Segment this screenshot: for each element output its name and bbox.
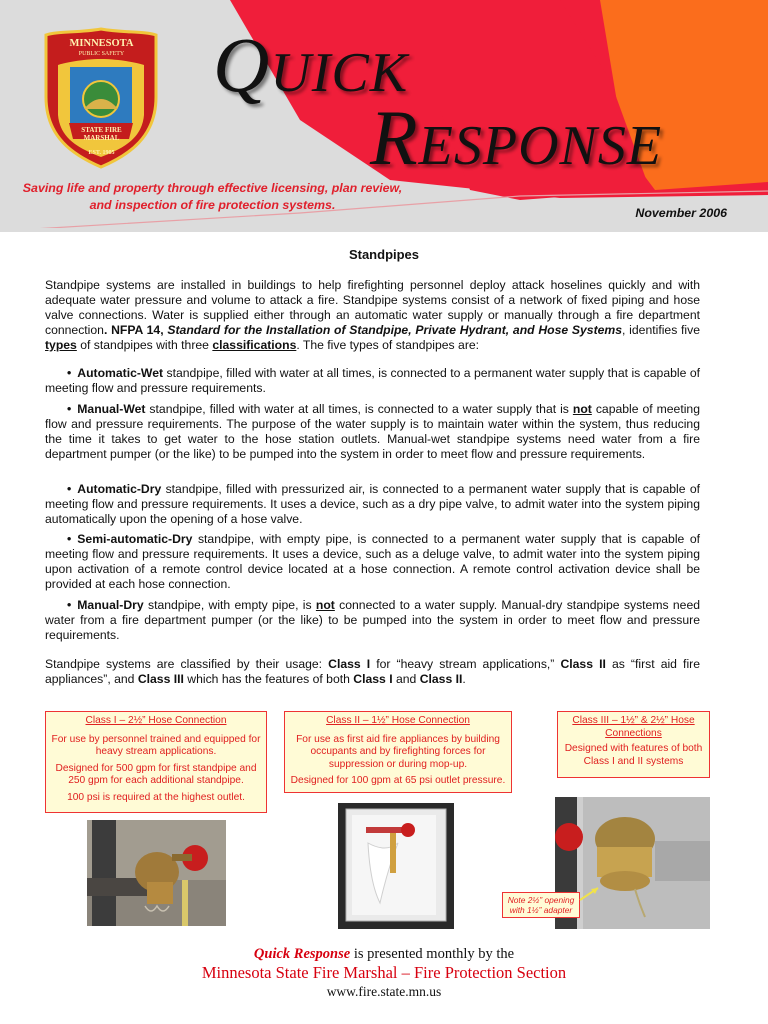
bullet-pre: standpipe, filled with water at all times, is connected to a water supply that is (145, 402, 573, 416)
issue-date: November 2006 (635, 206, 727, 220)
bullet-semi-automatic-dry: • Semi-automatic-Dry standpipe, with empty pipe, is connected to a permanent water supply that is capable of meeting flow and pressure requirements. It uses a device, such as a deluge valve, to admit water into the system piping upon activation of a remote control device located at a hose connection. A remote control activation device shall be provided at each hose connection. (45, 532, 700, 591)
bullet-automatic-dry: • Automatic-Dry standpipe, filled with pressurized air, is connected to a permanent water supply that is capable of meeting flow and pressure requirements. It uses a device, such as a dry pipe valve, to admit water into the system piping automatically upon the opening of a hose valve. (45, 482, 700, 526)
intro-t1: Standpipe systems are installed in buildings to help firefighting personnel deploy attack hoselines quickly and with adequate water pressure and volume to attack a fire. Standpipe systems consist of a network of fixed piping and hose valve connections. Water is supplied either through an automatic water supply or manually through a fire department connection (45, 278, 700, 337)
cls-class3: Class III (137, 672, 184, 686)
bullet-manual-dry: • Manual-Dry standpipe, with empty pipe, is not connected to a water supply. Manual-dry standpipe systems need water from a fire department pumper (or the like) to be pumped into the system in order to meet flow and pressure requirements. (45, 598, 700, 642)
article-heading: Standpipes (348, 247, 420, 262)
intro-t7: classifications (212, 338, 297, 352)
cls-t11: . (462, 672, 466, 686)
footer-organization: Minnesota State Fire Marshal – Fire Protection Section (201, 963, 567, 982)
bullet-pre: standpipe, with empty pipe, is (143, 598, 316, 612)
class2-heading: Class II – 1½” Hose Connection (326, 715, 470, 726)
cls-t9: and (392, 672, 420, 686)
cls-class1b: Class I (353, 672, 393, 686)
footer-presented-by (0, 946, 768, 963)
class1-photo-image (87, 820, 226, 926)
intro-t8: . The five types of standpipes are: (296, 338, 480, 352)
badge-top-text: MINNESOTA (69, 38, 134, 49)
intro-t3: Standard for the Installation of Standpipe, Private Hydrant, and Hose Systems (167, 323, 623, 337)
bullet-manual-wet: • Manual-Wet standpipe, filled with water at all times, is connected to a water supply that is not capable of meeting flow and pressure requirements. The purpose of the water supply is to maintain water within the system, thus reducing the time it takes to get water to the hose station outlets. Manual-wet standpipe systems need water from a fire department pumper (or the like) to be pumped into the system in order to meet flow and pressure requirements. (45, 402, 700, 461)
bullet-term: Manual-Wet (77, 402, 146, 416)
class2-p2: Designed for 100 gpm at 65 psi outlet pressure. (290, 775, 506, 786)
bullet-term: Manual-Dry (77, 598, 144, 612)
class3-heading: Class III – 1½” & 2½” Hose Connections (572, 715, 695, 739)
cls-t3: for “heavy stream applications,” (370, 657, 561, 671)
bullet-emph: not (315, 598, 335, 612)
badge-mid-line2: MARSHAL (83, 134, 120, 142)
bullet-text: connected to a water supply. Manual-dry standpipe systems need water from a fire department pumper (or the like) to be pumped into the system in order to meet flow and pressure requirements. (45, 598, 700, 642)
class2-hose-cabinet-photo (338, 803, 454, 929)
intro-t4: , identifies five (622, 323, 701, 337)
bullet-term: Automatic-Dry (77, 482, 162, 496)
tagline-line2: and inspection of fire protection systems. (89, 198, 336, 212)
intro-t2: . NFPA 14, (103, 323, 168, 337)
class3-info-box (557, 711, 710, 778)
bullet-text: standpipe, filled with pressurized air, is connected to a permanent water supply that is capable of meeting flow and pressure requirements. It uses a device, such as a dry pipe valve, to admit water into the system piping automatically upon the opening of a hose valve. (45, 482, 700, 526)
footer-website-link[interactable]: www.fire.state.mn.us (326, 984, 442, 999)
class1-hose-connection-photo (87, 820, 226, 926)
bullet-term: Semi-automatic-Dry (77, 532, 193, 546)
cls-class1: Class I (328, 657, 371, 671)
badge-est-text: EST. 1905 (88, 150, 115, 156)
bullet-text: standpipe, with empty pipe, is connected to a permanent water supply that is capable of meeting flow and pressure requirements. It uses a device, such as a deluge valve, to admit water into the system piping upon activation of a remote control device located at a hose connection. A remote control activation device shall be provided at each hose connection. (45, 532, 700, 591)
title-response-initial: R (370, 94, 419, 181)
cls-class2: Class II (560, 657, 606, 671)
class1-p3: 100 psi is required at the highest outlet. (67, 791, 245, 803)
cls-t1: Standpipe systems are classified by their usage: (45, 657, 329, 671)
cls-t5: as “first aid fire appliances”, and (45, 657, 700, 686)
bullet-automatic-wet: • Automatic-Wet standpipe, filled with water at all times, is connected to a permanent water supply that is capable of meeting flow and pressure requirements. (45, 366, 700, 395)
intro-t6: of standpipes with three (76, 338, 213, 352)
class1-p1: For use by personnel trained and equipped for heavy stream applications. (51, 733, 261, 757)
class3-p1: Designed with features of both Class I and II systems (564, 743, 703, 767)
footer-quick-response: Quick Response (253, 946, 351, 962)
badge-sub-text: PUBLIC SAFETY (78, 51, 125, 57)
class2-info-box (284, 711, 512, 793)
cls-class2b: Class II (419, 672, 463, 686)
title-quick-initial: Q (213, 21, 271, 108)
intro-paragraph (45, 278, 700, 353)
badge-mid-text (44, 126, 159, 142)
intro-t5: types (45, 338, 77, 352)
tagline-line1: Saving life and property through effective licensing, plan review, (22, 181, 403, 195)
bullet-text: capable of meeting flow and pressure requirements. The purpose of the water supply is to maintain water within the system, thus reducing the time it takes to get water to the hose station outlets. Manual-wet standpipe systems need water from a fire department pumper (or the like) to be pumped into the system in order to meet flow and pressure requirements. (45, 402, 700, 461)
bullet-text: standpipe, filled with water at all times, is connected to a permanent water supply that is capable of meeting flow and pressure requirements. (45, 366, 700, 395)
cls-t7: which has the features of both (183, 672, 354, 686)
footer-rest: is presented monthly by the (350, 946, 515, 962)
adapter-note-callout: Note 2½” opening with 1½” adapter (502, 892, 580, 918)
class1-info-box (45, 711, 267, 813)
newsletter-header (0, 0, 768, 232)
class2-p1: For use as first aid fire appliances by building occupants and by firefighting forces for suppression or during mop-up. (296, 733, 500, 770)
classification-paragraph (45, 657, 700, 687)
title-quick-rest: UICK (270, 42, 409, 104)
badge-mid-line1: STATE FIRE (81, 126, 122, 134)
bullet-emph: not (572, 402, 592, 416)
class1-p2: Designed for 500 gpm for first standpipe and 250 gpm for each additional standpipe. (55, 762, 257, 786)
title-response-rest: ESPONSE (418, 115, 663, 177)
class1-heading: Class I – 2½” Hose Connection (85, 715, 227, 726)
class2-photo-image (338, 803, 454, 929)
note-arrow-icon (578, 884, 604, 904)
title-response (370, 93, 662, 183)
bullet-term: Automatic-Wet (77, 366, 164, 380)
